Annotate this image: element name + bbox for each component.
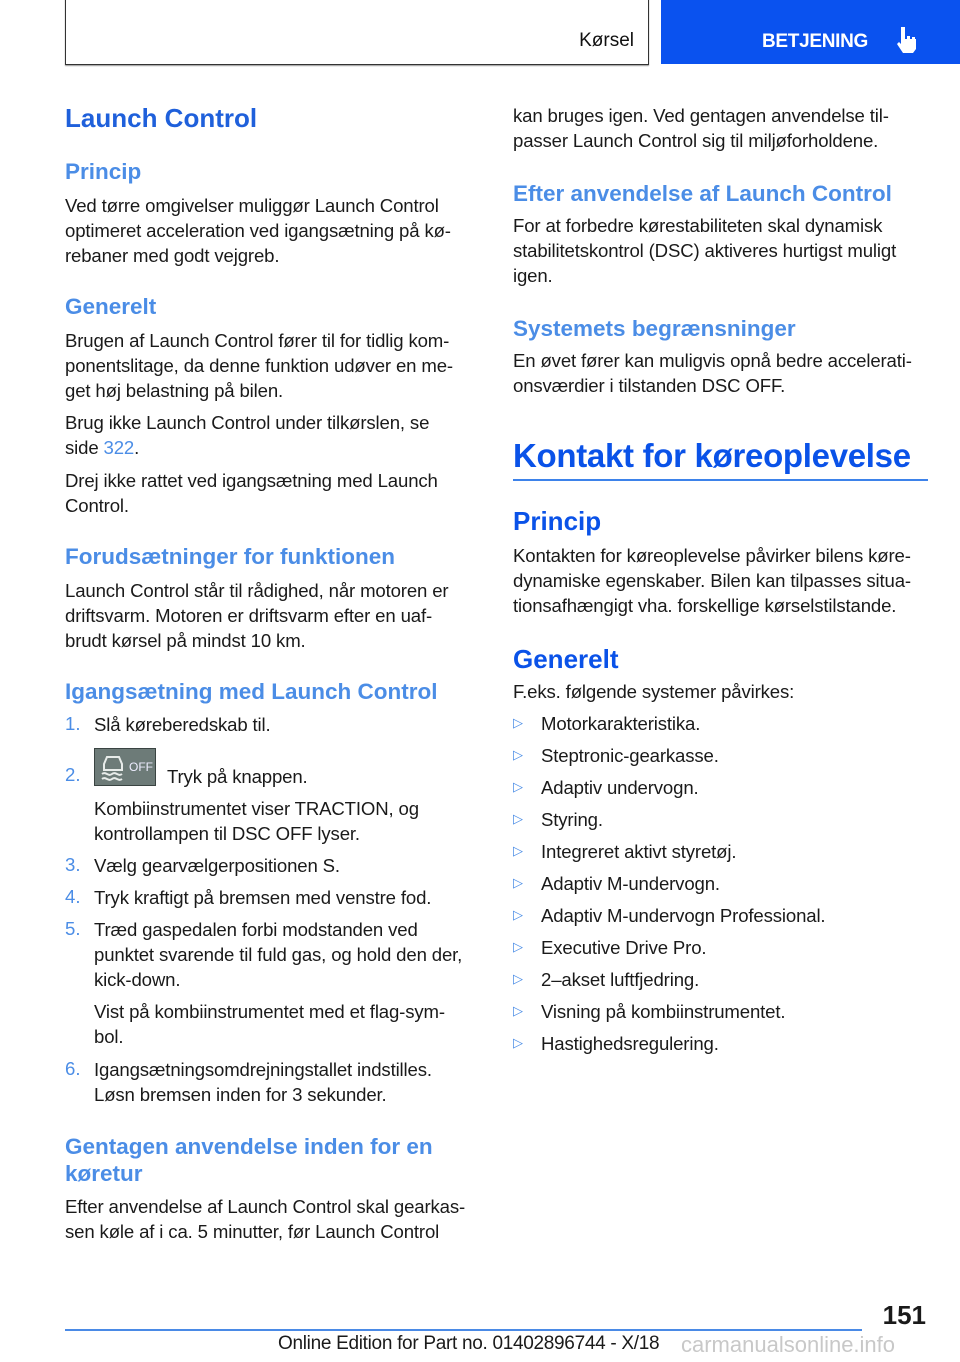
list-item: Adaptiv M-undervogn.: [541, 873, 720, 894]
list-item: Visning på kombiinstrumentet.: [541, 1001, 786, 1022]
heading-generelt: Generelt: [513, 644, 619, 674]
heading-generelt: Generelt: [65, 294, 157, 319]
text: Brug ikke Launch Control under tilkørslen, se side: [65, 412, 430, 458]
step-number: 5.: [65, 918, 81, 939]
bullet-icon: ▷: [513, 939, 523, 954]
paragraph: For at forbedre kørestabiliteten skal dynamisk stabilitetskontrol (DSC) aktiveres hurtigst muligt igen.: [513, 215, 897, 286]
step-number: 6.: [65, 1058, 81, 1079]
paragraph: Drej ikke rattet ved igangsætning med Launch Control.: [65, 470, 438, 516]
paragraph: Efter anvendelse af Launch Control skal gearkas- sen køle af i ca. 5 minutter, før Launch Control: [65, 1196, 466, 1242]
heading-forudsaetninger: Forudsætninger for funktionen: [65, 544, 395, 569]
paragraph: kan bruges igen. Ved gentagen anvendelse til- passer Launch Control sig til miljøforholdene.: [513, 105, 889, 151]
heading-igangsaetning: Igangsætning med Launch Control: [65, 679, 438, 704]
step-number: 1.: [65, 713, 81, 734]
list-item: Adaptiv undervogn.: [541, 777, 699, 798]
step-number: 2.: [65, 764, 81, 785]
step-text: Tryk kraftigt på bremsen med venstre fod.: [94, 887, 432, 908]
paragraph: F.eks. følgende systemer påvirkes:: [513, 681, 795, 702]
heading-princip: Princip: [513, 506, 602, 536]
bullet-icon: ▷: [513, 747, 523, 762]
paragraph: Brugen af Launch Control fører til for tidlig kom- ponentslitage, da denne funktion udøver en me- get høj belastning på bilen.: [65, 330, 453, 401]
step-text: Igangsætningsomdrejningstallet indstilles. Løsn bremsen inden for 3 sekunder.: [94, 1059, 432, 1105]
bullet-icon: ▷: [513, 715, 523, 730]
list-item: Motorkarakteristika.: [541, 713, 701, 734]
step-text: Træd gaspedalen forbi modstanden ved punktet svarende til fuld gas, og hold den der, kick-down.: [94, 919, 463, 990]
bullet-icon: ▷: [513, 875, 523, 890]
step-number: 4.: [65, 886, 81, 907]
list-item: Adaptiv M-undervogn Professional.: [541, 905, 826, 926]
paragraph: Launch Control står til rådighed, når motoren er driftsvarm. Motoren er driftsvarm efter en uaf- brudt kørsel på mindst 10 km.: [65, 580, 449, 651]
bullet-icon: ▷: [513, 907, 523, 922]
heading-efter-anvendelse: Efter anvendelse af Launch Control: [513, 181, 892, 206]
header-box: [65, 0, 649, 65]
step-subtext: Vist på kombiinstrumentet med et flag-sym- bol.: [94, 1001, 445, 1047]
paragraph-with-link: [65, 410, 429, 460]
list-item: Hastighedsregulering.: [541, 1033, 719, 1054]
step-text: Tryk på knappen.: [167, 766, 308, 787]
page-number: 151: [882, 1300, 926, 1330]
bullet-icon: ▷: [513, 971, 523, 986]
bullet-icon: ▷: [513, 1003, 523, 1018]
footer-rule: [65, 1329, 862, 1331]
car-skid-icon: [99, 752, 127, 782]
edition-text: Online Edition for Part no. 01402896744 - X/18: [278, 1333, 660, 1354]
dsc-off-button-image: [94, 748, 156, 786]
section-title: Kørsel: [579, 30, 634, 51]
paragraph: En øvet fører kan muligvis opnå bedre accelerati- onsværdier i tilstanden DSC OFF.: [513, 350, 912, 396]
bullet-icon: ▷: [513, 843, 523, 858]
bullet-icon: ▷: [513, 1035, 523, 1050]
list-item: 2–akset luftfjedring.: [541, 969, 700, 990]
paragraph: Kontakten for køreoplevelse påvirker bilens køre- dynamiske egenskaber. Bilen kan tilpasses situa- tionsafhængigt vha. forskellige kørselstilstande.: [513, 545, 911, 616]
list-item: Steptronic-gearkasse.: [541, 745, 719, 766]
list-item: Integreret aktivt styretøj.: [541, 841, 737, 862]
text: .: [134, 437, 140, 458]
watermark: carmanualsonline.info: [681, 1332, 896, 1357]
step-number: 3.: [65, 854, 81, 875]
bullet-icon: ▷: [513, 811, 523, 826]
heading-gentagen: Gentagen anvendelse inden for en køretur: [65, 1134, 433, 1186]
hand-pointer-icon: [895, 26, 919, 54]
section-title-launch-control: Launch Control: [65, 103, 258, 133]
heading-princip: Princip: [65, 159, 142, 184]
list-item: Styring.: [541, 809, 603, 830]
step-text: Vælg gearvælgerpositionen S.: [94, 855, 340, 876]
tab-label: BETJENING: [762, 31, 869, 52]
page-link[interactable]: 322: [103, 437, 135, 458]
paragraph: Ved tørre omgivelser muliggør Launch Control optimeret acceleration ved igangsætning på kø- rebaner med godt vejgreb.: [65, 195, 451, 266]
tab-betjening[interactable]: [661, 0, 960, 64]
step-text: Slå køreberedskab til.: [94, 714, 271, 735]
step-subtext: Kombiinstrumentet viser TRACTION, og kontrollampen til DSC OFF lyser.: [94, 798, 419, 844]
heading-systemets-begraensninger: Systemets begrænsninger: [513, 316, 796, 341]
bullet-icon: ▷: [513, 779, 523, 794]
title-underline: [513, 479, 928, 481]
section-title-kontakt: Kontakt for køreoplevelse: [513, 437, 911, 474]
off-label: OFF: [129, 760, 153, 774]
list-item: Executive Drive Pro.: [541, 937, 707, 958]
